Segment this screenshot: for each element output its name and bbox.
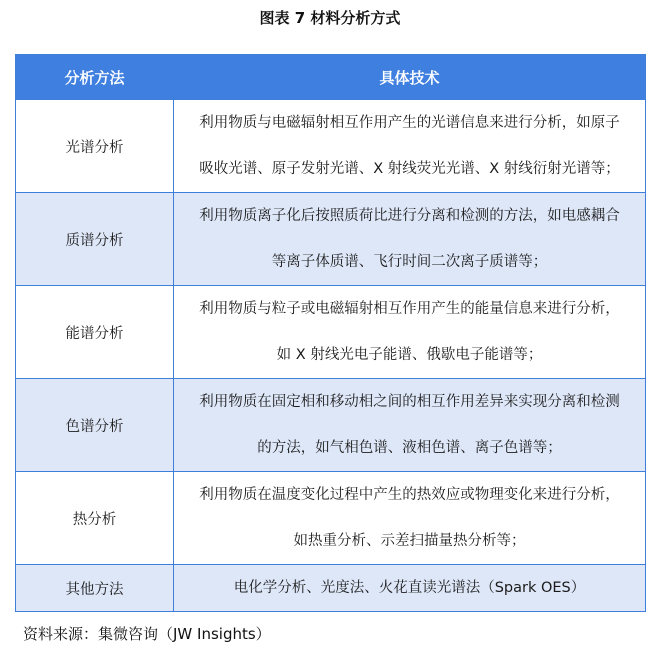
method-cell: 光谱分析 bbox=[16, 100, 174, 193]
table-row bbox=[16, 286, 646, 379]
table-row bbox=[16, 565, 646, 612]
method-cell: 能谱分析 bbox=[16, 286, 174, 379]
method-cell: 其他方法 bbox=[16, 565, 174, 612]
analysis-methods-table bbox=[15, 54, 646, 612]
header-technique: 具体技术 bbox=[174, 55, 646, 100]
technique-line: 电化学分析、光度法、火花直读光谱法（Spark OES） bbox=[233, 580, 586, 596]
method-cell: 色谱分析 bbox=[16, 379, 174, 472]
technique-line: 利用物质在温度变化过程中产生的热效应或物理变化来进行分析， bbox=[199, 487, 620, 503]
source-note: 资料来源：集微咨询（JW Insights） bbox=[23, 625, 271, 643]
technique-line: 利用物质在固定相和移动相之间的相互作用差异来实现分离和检测 bbox=[199, 394, 620, 410]
table-row bbox=[16, 472, 646, 565]
technique-line: 的方法，如气相色谱、液相色谱、离子色谱等； bbox=[257, 440, 562, 456]
technique-line: 如热重分析、示差扫描量热分析等； bbox=[293, 533, 526, 549]
technique-cell bbox=[174, 472, 646, 565]
table-row bbox=[16, 193, 646, 286]
technique-cell bbox=[174, 286, 646, 379]
method-cell: 热分析 bbox=[16, 472, 174, 565]
technique-cell bbox=[174, 193, 646, 286]
technique-line: 吸收光谱、原子发射光谱、X 射线荧光光谱、X 射线衍射光谱等； bbox=[199, 161, 620, 177]
technique-line: 利用物质与粒子或电磁辐射相互作用产生的能量信息来进行分析， bbox=[199, 301, 620, 317]
technique-cell bbox=[174, 379, 646, 472]
technique-line: 等离子体质谱、飞行时间二次离子质谱等； bbox=[271, 254, 548, 270]
technique-cell bbox=[174, 100, 646, 193]
table-header-row bbox=[16, 55, 646, 100]
header-method: 分析方法 bbox=[16, 55, 174, 100]
method-cell: 质谱分析 bbox=[16, 193, 174, 286]
table-row bbox=[16, 100, 646, 193]
figure-caption: 图表 7 材料分析方式 bbox=[259, 9, 401, 27]
technique-line: 利用物质与电磁辐射相互作用产生的光谱信息来进行分析，如原子 bbox=[199, 115, 620, 131]
technique-line: 如 X 射线光电子能谱、俄歇电子能谱等； bbox=[276, 347, 543, 363]
table-row bbox=[16, 379, 646, 472]
technique-cell bbox=[174, 565, 646, 612]
technique-line: 利用物质离子化后按照质荷比进行分离和检测的方法，如电感耦合 bbox=[199, 208, 620, 224]
